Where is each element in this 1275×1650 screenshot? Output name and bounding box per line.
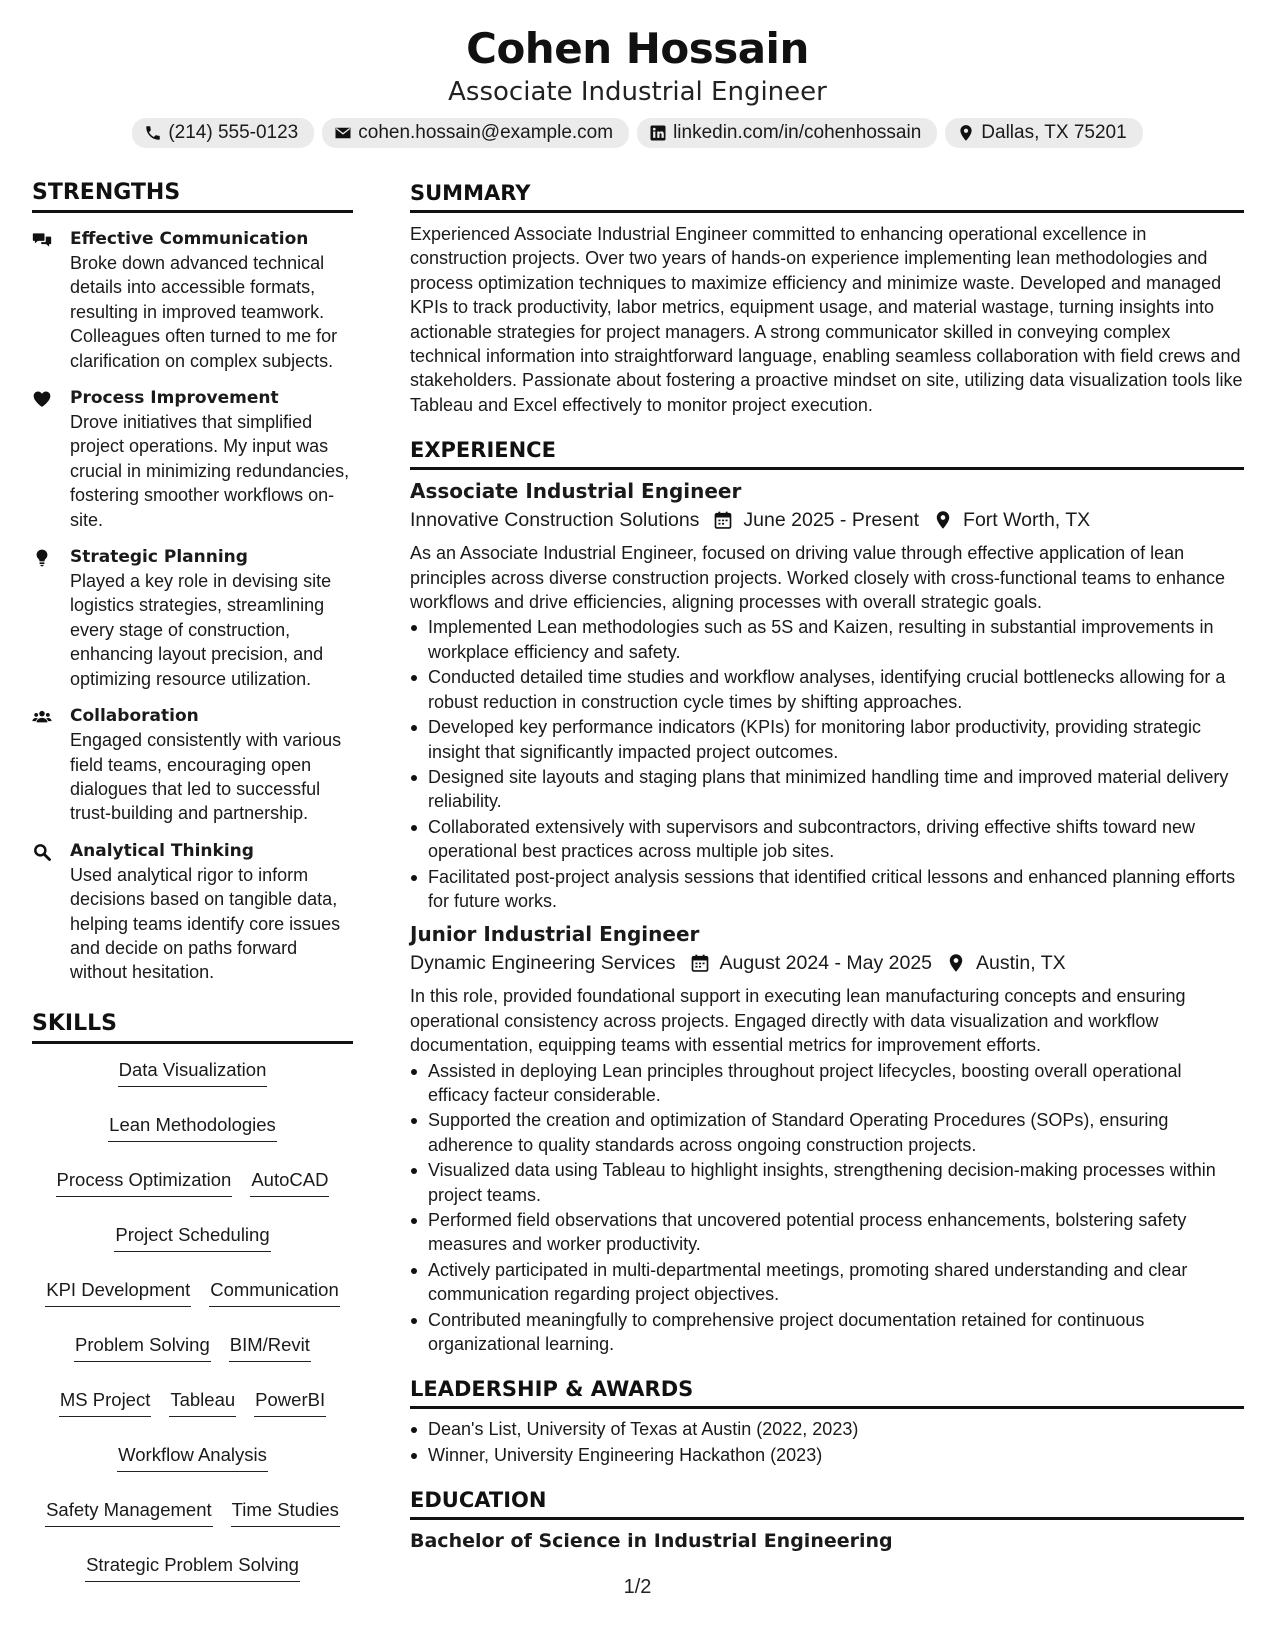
linkedin-icon	[649, 124, 667, 142]
job-bullets	[410, 615, 1244, 913]
strength-title: Collaboration	[70, 706, 199, 727]
job-bullet: Conducted detailed time studies and workflow analyses, identifying crucial bottlenecks allowing for a robust reduction in construction cycle times by shifting approaches.	[428, 665, 1244, 714]
skill-tag: AutoCAD	[250, 1168, 329, 1197]
job-bullets	[410, 1059, 1244, 1357]
strength-desc: Used analytical rigor to inform decisions based on tangible data, helping teams identify core issues and decide on paths forward without hesitation.	[70, 864, 341, 983]
strengths-heading: STRENGTHS	[32, 180, 353, 213]
job-bullet: Designed site layouts and staging plans that minimized handling time and improved material delivery reliability.	[428, 765, 1244, 814]
contact-email[interactable]	[322, 118, 629, 148]
job-bullet: Collaborated extensively with supervisors and subcontractors, driving effective shifts toward new operational best practices across multiple job sites.	[428, 815, 1244, 864]
skill-tag: Communication	[209, 1278, 340, 1307]
job-location: Fort Worth, TX	[963, 509, 1091, 532]
skill-tag: MS Project	[59, 1388, 151, 1417]
map-pin-icon	[933, 510, 953, 530]
skill-tag: Safety Management	[45, 1498, 213, 1527]
strength-desc: Played a key role in devising site logistics strategies, streamlining every stage of construction, enhancing layout precision, and optimizing resource utilization.	[70, 571, 332, 689]
education-heading: EDUCATION	[410, 1487, 1244, 1520]
skill-tag: Workflow Analysis	[117, 1443, 268, 1472]
right-column	[410, 180, 1244, 1554]
chat-bubbles-icon	[32, 230, 52, 250]
skills-list	[32, 1058, 353, 1582]
envelope-icon	[334, 124, 352, 142]
job-entry	[410, 921, 1244, 1356]
strength-item	[32, 386, 353, 532]
leadership-heading: LEADERSHIP & AWARDS	[410, 1376, 1244, 1409]
page-number: 1/2	[623, 1576, 652, 1598]
strength-item	[32, 704, 353, 826]
job-entry	[410, 478, 1244, 913]
skill-tag: BIM/Revit	[229, 1333, 311, 1362]
job-dates: August 2024 - May 2025	[719, 952, 933, 975]
contact-phone[interactable]	[132, 118, 314, 148]
contact-location	[945, 118, 1142, 148]
job-bullet: Assisted in deploying Lean principles throughout project lifecycles, boosting overall operational efficacy facteur considerable.	[428, 1059, 1244, 1108]
job-meta	[410, 950, 1244, 976]
job-meta	[410, 507, 1244, 533]
skill-tag: KPI Development	[45, 1278, 191, 1307]
skill-tag: PowerBI	[254, 1388, 326, 1417]
contact-location-text: Dallas, TX 75201	[981, 122, 1127, 143]
calendar-icon	[690, 953, 710, 973]
map-pin-icon	[946, 953, 966, 973]
map-pin-icon	[957, 124, 975, 142]
contact-email-text: cohen.hossain@example.com	[358, 122, 614, 143]
candidate-name: Cohen Hossain	[466, 24, 809, 73]
contact-linkedin-text: linkedin.com/in/cohenhossain	[673, 122, 922, 143]
job-bullet: Facilitated post-project analysis sessions that identified critical lessons and enhanced planning efforts for future works.	[428, 865, 1244, 914]
skill-tag: Project Scheduling	[114, 1223, 270, 1252]
job-company: Innovative Construction Solutions	[410, 509, 700, 532]
job-dates: June 2025 - Present	[743, 509, 920, 532]
job-company: Dynamic Engineering Services	[410, 952, 676, 975]
phone-icon	[144, 124, 162, 142]
job-description: In this role, provided foundational support in executing lean manufacturing concepts and ensuring operational consistency across projects. Engaged directly with data visualization and workflow documentation, equipping teams with essential metrics for improvement efforts.	[410, 986, 1186, 1056]
strength-desc: Engaged consistently with various field teams, encouraging open dialogues that led to successful trust-building and partnership.	[70, 730, 342, 824]
skills-heading: SKILLS	[32, 1011, 353, 1044]
skill-tag: Time Studies	[231, 1498, 340, 1527]
award-item: Dean's List, University of Texas at Austin (2022, 2023)	[428, 1417, 1244, 1441]
strength-title: Effective Communication	[70, 229, 309, 249]
contact-linkedin[interactable]	[637, 118, 937, 148]
job-location: Austin, TX	[976, 952, 1066, 975]
job-description: As an Associate Industrial Engineer, focused on driving value through effective application of lean principles across diverse construction projects. Worked closely with cross-functional teams to enhance workflows and drive efficiencies, aligning processes with overall strategic goals.	[410, 543, 1226, 613]
job-bullet: Performed field observations that uncovered potential process enhancements, bolstering safety measures and worker productivity.	[428, 1208, 1244, 1257]
strength-desc: Broke down advanced technical details into accessible formats, resulting in improved teamwork. Colleagues often turned to me for clarification on complex subjects.	[70, 253, 338, 371]
strength-item	[32, 227, 353, 373]
users-icon	[32, 707, 52, 727]
job-bullet: Contributed meaningfully to comprehensive project documentation retained for continuous organizational learning.	[428, 1308, 1244, 1357]
skill-tag: Process Optimization	[56, 1168, 233, 1197]
calendar-icon	[713, 510, 733, 530]
job-title: Associate Industrial Engineer	[410, 479, 742, 504]
leadership-list	[410, 1417, 1244, 1467]
job-bullet: Developed key performance indicators (KPIs) for monitoring labor productivity, providing strategic insight that significantly impacted project outcomes.	[428, 715, 1244, 764]
left-column	[32, 180, 353, 1582]
contact-phone-text: (214) 555-0123	[168, 122, 299, 143]
strength-item	[32, 545, 353, 691]
education-degree: Bachelor of Science in Industrial Engineering	[410, 1530, 893, 1553]
contact-bar	[0, 118, 1275, 148]
candidate-title: Associate Industrial Engineer	[448, 77, 827, 107]
strength-title: Analytical Thinking	[70, 840, 254, 861]
skill-tag: Problem Solving	[74, 1333, 211, 1362]
skill-tag: Lean Methodologies	[108, 1113, 277, 1142]
strength-title: Process Improvement	[70, 388, 279, 409]
job-bullet: Supported the creation and optimization of Standard Operating Procedures (SOPs), ensuring adherence to quality standards across ongoing construction projects.	[428, 1108, 1244, 1157]
job-bullet: Actively participated in multi-departmental meetings, promoting shared understanding and clear communication regarding project objectives.	[428, 1258, 1244, 1307]
skill-tag: Strategic Problem Solving	[85, 1553, 300, 1582]
lightbulb-icon	[32, 548, 52, 568]
job-title: Junior Industrial Engineer	[410, 922, 700, 947]
summary-text: Experienced Associate Industrial Engineer committed to enhancing operational excellence in construction projects. Over two years of hands-on experience implementing lean methodologies and process optimization techniques to maximize efficiency and minimize waste. Developed and managed KPIs to track productivity, labor metrics, equipment usage, and material wastage, turning insights into actionable strategies for project managers. A strong communicator skilled in conveying complex technical information into straightforward language, enabling seamless collaboration with field crews and stakeholders. Passionate about fostering a proactive mindset on site, utilizing data visualization tools like Tableau and Excel effectively to monitor project execution.	[410, 224, 1243, 415]
heart-icon	[32, 389, 52, 409]
experience-heading: EXPERIENCE	[410, 437, 1244, 470]
award-item: Winner, University Engineering Hackathon (2023)	[428, 1443, 1244, 1467]
summary-heading: SUMMARY	[410, 180, 1244, 213]
job-bullet: Implemented Lean methodologies such as 5S and Kaizen, resulting in substantial improvements in workplace efficiency and safety.	[428, 615, 1244, 664]
strength-item	[32, 839, 353, 985]
strength-desc: Drove initiatives that simplified project operations. My input was crucial in minimizing redundancies, fostering smoother workflows on-site.	[70, 412, 350, 530]
search-icon	[32, 842, 52, 862]
skill-tag: Tableau	[169, 1388, 236, 1417]
skill-tag: Data Visualization	[118, 1058, 268, 1087]
resume-header	[0, 22, 1275, 148]
job-bullet: Visualized data using Tableau to highlight insights, strengthening decision-making processes within project teams.	[428, 1158, 1244, 1207]
strength-title: Strategic Planning	[70, 547, 248, 568]
